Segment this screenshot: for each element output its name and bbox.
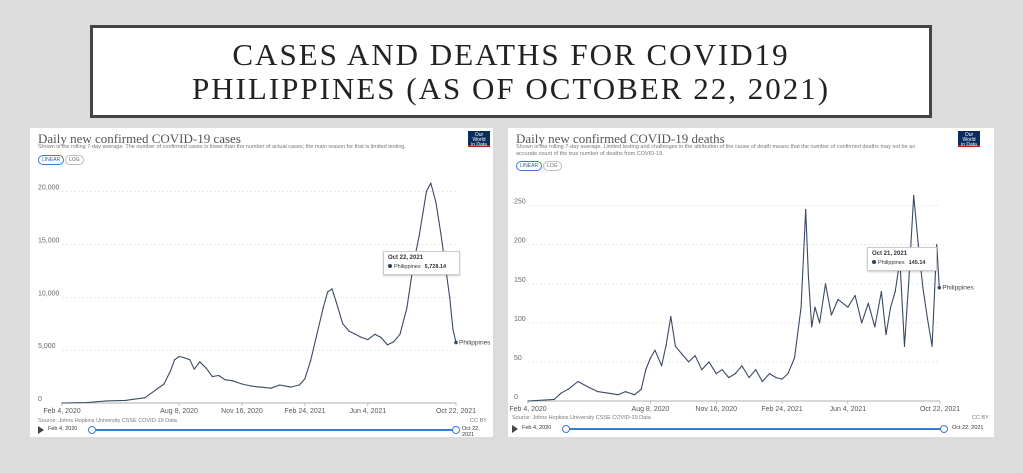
data-point [794,357,795,358]
data-point [310,360,311,361]
chart-title: Daily new confirmed COVID-19 deaths [516,131,725,146]
owid-logo: Our World in Data [958,131,980,147]
data-point [170,371,171,372]
x-tick-label: Feb 4, 2020 [43,408,81,415]
data-point [769,373,770,374]
cases-chart-panel [30,128,493,437]
data-point [904,346,905,347]
data-point [814,307,815,308]
data-point [801,307,802,308]
data-point [406,307,407,308]
linear-toggle-button[interactable]: LINEAR [516,161,542,171]
data-point [708,361,709,362]
data-point [787,373,788,374]
owid-logo: Our World in Data [468,131,490,147]
data-point [367,339,368,340]
data-point [316,334,317,335]
data-point [645,369,646,370]
data-point [618,394,619,395]
data-point [331,288,332,289]
data-point [361,337,362,338]
data-point [837,299,838,300]
data-point [890,307,891,308]
data-point [654,350,655,351]
data-point [336,302,337,303]
data-point [688,361,689,362]
data-point [716,373,717,374]
data-point [174,359,175,360]
data-point [781,379,782,380]
timeline-end-handle[interactable] [452,426,460,434]
data-point [399,334,400,335]
data-point [183,357,184,358]
data-point [868,303,869,304]
data-point [755,369,756,370]
series-line-philippines [62,183,456,403]
tooltip-date: Oct 22, 2021 [388,255,424,261]
x-tick-label: Feb 4, 2020 [509,406,547,413]
y-tick-label: 5,000 [38,343,56,351]
data-point [749,377,750,378]
license-label: CC BY [470,418,487,424]
data-point [831,314,832,315]
x-tick-label: Aug 8, 2020 [160,408,198,415]
data-point [568,389,569,390]
data-point [670,316,671,317]
data-point [922,287,923,288]
data-point [387,344,388,345]
data-point [881,291,882,292]
data-point [106,400,107,401]
data-point [87,402,88,403]
data-point [701,369,702,370]
y-tick-label: 100 [514,315,526,323]
data-point [435,202,436,203]
tooltip-value: 145.14 [908,260,926,266]
series-line-philippines [528,196,939,402]
series-dot-icon [388,264,392,268]
data-point [125,400,126,401]
data-point [270,388,271,389]
data-point [194,369,195,370]
y-tick-label: 0 [514,394,518,401]
data-point [327,291,328,292]
x-tick-label: Nov 16, 2020 [695,406,738,413]
data-point [861,322,862,323]
data-point [426,191,427,192]
x-tick-label: Feb 24, 2021 [761,406,803,413]
x-tick-label: Nov 16, 2020 [221,408,263,415]
data-point [762,381,763,382]
data-point [430,183,431,184]
data-point [212,376,213,377]
data-point [393,341,394,342]
x-tick-label: Jun 4, 2021 [829,406,867,413]
title-line-1: CASES AND DEATHS FOR COVID19 [232,37,790,72]
data-point [641,389,642,390]
timeline-end-label: Oct 22, 2021 [952,425,984,431]
log-toggle-button[interactable]: LOG [543,161,562,171]
timeline-slider [512,424,990,434]
series-end-label: Philippines [942,284,974,292]
timeline-track[interactable] [566,428,942,430]
end-point-marker [454,341,458,345]
chart-tooltip [383,251,460,275]
tooltip-date: Oct 21, 2021 [872,251,908,257]
chart-subtitle: Shown is the rolling 7-day average. Limited testing and challenges in the attribution of the cause of death means that the number of confirmed deaths may not be an accurate count of the true number of deaths from COVID-19. [516,144,916,157]
data-point [419,233,420,234]
y-tick-label: 200 [514,237,526,245]
data-point [650,357,651,358]
data-point [695,355,696,356]
data-point [374,334,375,335]
data-point [189,359,190,360]
play-icon[interactable] [512,425,518,433]
data-point [825,283,826,284]
data-point [847,307,848,308]
title-line-2: PHILIPPINES (AS OF OCTOBER 22, 2021) [191,71,831,106]
data-point [895,291,896,292]
timeline-start-handle[interactable] [88,426,96,434]
timeline-end-handle[interactable] [940,425,948,433]
data-point [260,387,261,388]
timeline-start-label: Feb 4, 2020 [48,426,78,432]
series-dot-icon [872,260,876,264]
data-point [587,386,588,387]
timeline-start-handle[interactable] [562,425,570,433]
data-point [776,377,777,378]
data-point [661,365,662,366]
data-point [805,209,806,210]
x-tick-label: Jun 4, 2021 [349,408,387,415]
data-point [819,322,820,323]
y-tick-label: 250 [514,198,526,206]
license-label: CC BY [972,415,989,421]
play-icon[interactable] [38,426,44,434]
y-tick-label: 0 [38,396,42,403]
data-point [241,383,242,384]
data-point [932,346,933,347]
data-point [936,244,937,245]
data-point [449,297,450,298]
data-point [560,393,561,394]
chart-tooltip [867,247,937,271]
data-point [918,244,919,245]
log-toggle-button[interactable]: LOG [65,155,84,165]
series-end-label: Philippines [459,339,491,347]
data-point [608,393,609,394]
tooltip-country: Philippines [878,260,905,266]
data-point [666,344,667,345]
data-point [251,385,252,386]
x-tick-label: Oct 22, 2021 [435,408,477,415]
data-point [913,195,914,196]
data-point [741,365,742,366]
x-tick-label: Feb 24, 2021 [284,408,326,415]
data-point [381,337,382,338]
data-point [440,233,441,234]
data-point [808,275,809,276]
data-point [625,391,626,392]
data-point [735,373,736,374]
data-point [61,402,62,403]
data-point [675,346,676,347]
x-tick-label: Aug 8, 2020 [631,406,670,413]
data-point [527,400,528,401]
data-point [634,394,635,395]
deaths-line-chart[interactable] [508,128,994,437]
data-point [206,368,207,369]
y-tick-label: 150 [514,276,526,284]
data-point [722,369,723,370]
data-point [323,307,324,308]
cases-line-chart[interactable] [30,128,493,437]
data-point [304,378,305,379]
data-point [452,328,453,329]
data-point [554,399,555,400]
data-point [178,356,179,357]
data-point [728,377,729,378]
data-point [224,379,225,380]
data-point [290,387,291,388]
data-point [854,295,855,296]
page-title [90,25,932,118]
data-point [144,397,145,398]
data-point [348,331,349,332]
data-point [927,318,928,319]
data-point [299,384,300,385]
y-tick-label: 10,000 [38,290,60,298]
timeline-track[interactable] [92,429,454,431]
chart-title: Daily new confirmed COVID-19 cases [38,131,241,146]
data-point [811,326,812,327]
source-note: Source: Johns Hopkins University CSSE COVID-19 Data [38,418,177,424]
y-tick-label: 50 [514,354,522,362]
tooltip-country: Philippines [394,264,421,270]
data-point [199,361,200,362]
data-point [885,334,886,335]
data-point [232,380,233,381]
timeline-start-label: Feb 4, 2020 [522,425,552,431]
timeline-end-label: Oct 22, 2021 [462,426,480,438]
data-point [163,383,164,384]
end-point-marker [938,286,942,290]
y-tick-label: 15,000 [38,237,60,245]
data-point [681,354,682,355]
source-note: Source: Johns Hopkins University CSSE COVID-19 Data [512,415,651,421]
chart-subtitle: Shown is the rolling 7-day average. The number of confirmed cases is lower than the number of actual cases; the main reason for that is limited testing. [38,144,406,150]
data-point [218,375,219,376]
data-point [355,334,356,335]
data-point [874,326,875,327]
linear-toggle-button[interactable]: LINEAR [38,155,64,165]
tooltip-value: 5,728.14 [424,264,447,270]
x-tick-label: Oct 22, 2021 [919,406,961,413]
data-point [577,381,578,382]
y-tick-label: 20,000 [38,184,60,192]
data-point [279,384,280,385]
data-point [342,323,343,324]
data-point [908,275,909,276]
timeline-slider [38,425,488,438]
deaths-chart-panel [508,128,994,437]
data-point [597,391,598,392]
data-point [155,390,156,391]
